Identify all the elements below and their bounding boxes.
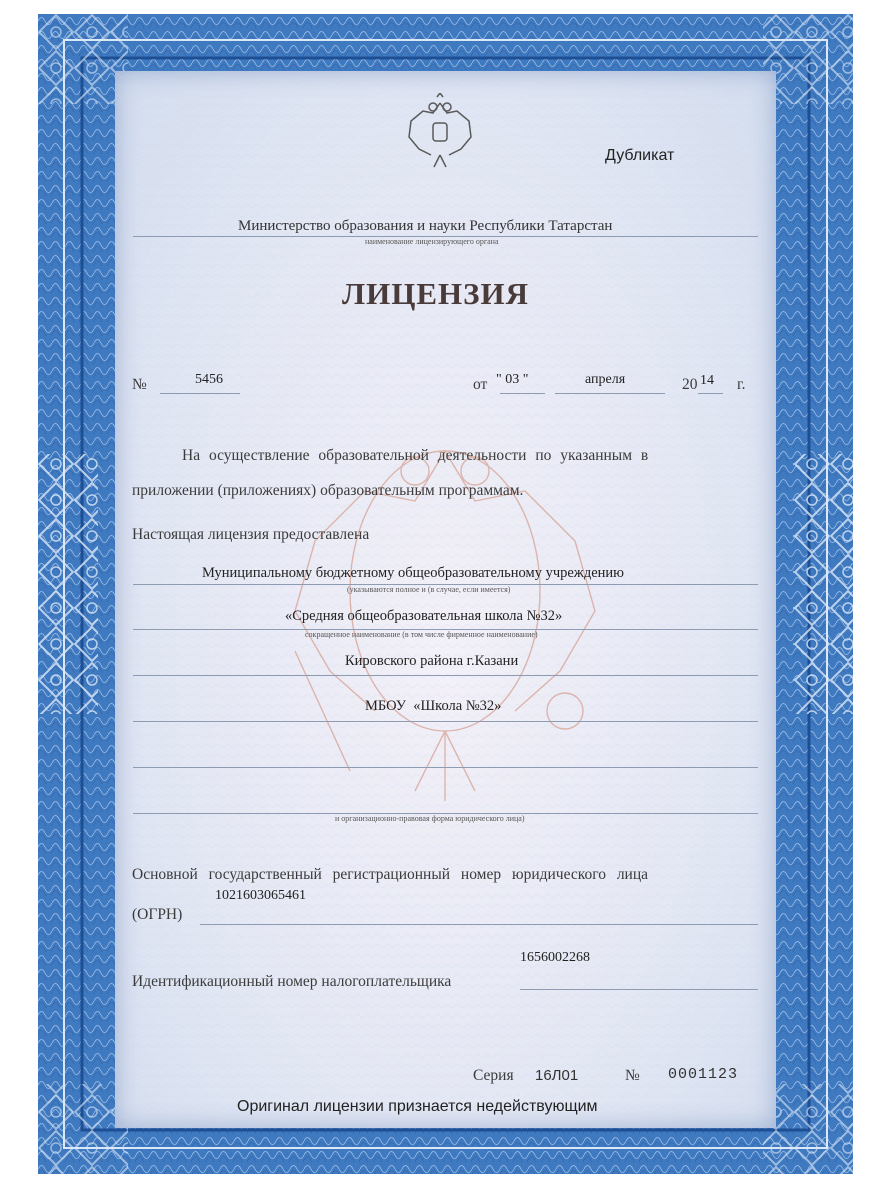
ogrn-underline — [200, 924, 758, 925]
ogrn-label-line-2: (ОГРН) — [132, 906, 183, 923]
series-value: 16Л01 — [535, 1067, 579, 1084]
series-label: Серия — [473, 1067, 514, 1084]
ogrn-label-line-1: Основной государственный регистрационный номер юридического лица — [132, 866, 649, 883]
series-number-sign: № — [625, 1067, 640, 1084]
inn-label: Идентификационный номер налогоплательщика — [132, 973, 452, 990]
authority-caption: наименование лицензирующего органа — [365, 237, 499, 246]
document-body — [115, 71, 776, 1128]
license-sheet — [38, 14, 853, 1174]
date-year-prefix: 20 — [682, 376, 698, 393]
licensee-underline-5 — [133, 767, 758, 768]
document-title: ЛИЦЕНЗИЯ — [342, 276, 529, 311]
licensee-underline-3 — [133, 675, 758, 676]
series-number: 0001123 — [668, 1066, 739, 1083]
purpose-line-2: приложении (приложениях) образовательным программам. — [132, 482, 524, 499]
date-year-underline — [698, 393, 723, 394]
licensee-short-name: МБОУ «Школа №32» — [365, 698, 502, 714]
number-sign: № — [132, 376, 147, 393]
licensee-underline-4 — [133, 721, 758, 722]
date-day-underline — [500, 393, 545, 394]
licensee-caption-3: и организационно-правовая форма юридического лица) — [335, 814, 525, 823]
number-underline — [160, 393, 240, 394]
licensee-caption-2: сокращенное наименование (в том числе фирменное наименование) — [305, 630, 538, 639]
licensee-line-3: Кировского района г.Казани — [345, 653, 519, 669]
license-number: 5456 — [195, 372, 223, 387]
eagle-emblem-icon — [401, 93, 479, 171]
date-prefix: от — [473, 376, 488, 393]
date-day: " 03 " — [496, 372, 529, 387]
licensee-line-1: Муниципальному бюджетному общеобразовательному учреждению — [202, 565, 624, 581]
purpose-line-1: На осуществление образовательной деятельности по указанным в — [182, 447, 649, 464]
issuing-authority: Министерство образования и науки Республики Татарстан — [238, 218, 613, 234]
date-month: апреля — [585, 372, 626, 387]
void-original-note: Оригинал лицензии признается недействующим — [237, 1098, 598, 1115]
granted-label: Настоящая лицензия предоставлена — [132, 526, 370, 543]
licensee-caption-1: (указываются полное и (в случае, если имеется) — [347, 585, 511, 594]
date-year-unit: г. — [737, 376, 746, 393]
inn-value: 1656002268 — [520, 950, 590, 965]
licensee-line-2: «Средняя общеобразовательная школа №32» — [285, 608, 563, 624]
date-month-underline — [555, 393, 665, 394]
inn-underline — [520, 989, 758, 990]
date-year-suffix: 14 — [700, 373, 714, 388]
ogrn-value: 1021603065461 — [215, 888, 306, 903]
duplicate-label: Дубликат — [605, 147, 675, 164]
